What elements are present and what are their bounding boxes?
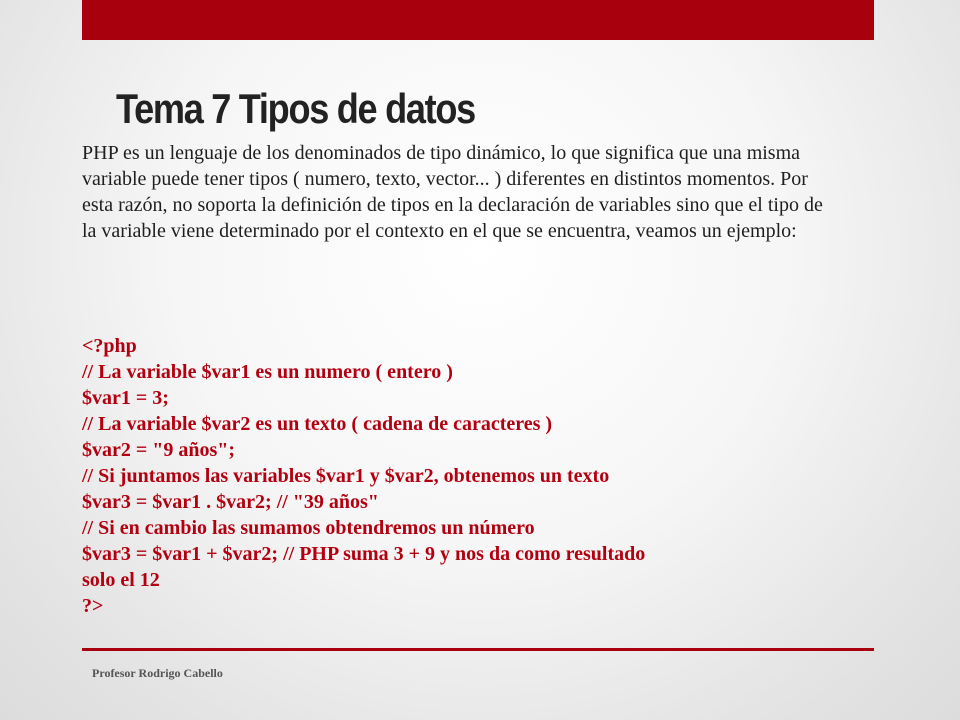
code-line: // Si juntamos las variables $var1 y $var2, obtenemos un texto: [82, 465, 610, 487]
code-line: // La variable $var1 es un numero ( entero ): [82, 361, 453, 383]
code-line: // Si en cambio las sumamos obtendremos un número: [82, 517, 535, 539]
code-line: ?>: [82, 595, 104, 617]
slide-title: Tema 7 Tipos de datos: [116, 85, 475, 132]
code-line: <?php: [82, 335, 137, 357]
footer-author: Profesor Rodrigo Cabello: [92, 666, 223, 680]
intro-paragraph: PHP es un lenguaje de los denominados de tipo dinámico, lo que significa que una misma variable puede tener tipos ( numero, texto, vector... ) diferentes en distintos momentos. Por esta razón, no soporta la definición de tipos en la declaración de variables sino que el tipo de la variable viene determinado por el contexto en el que se encuentra, veamos un ejemplo:: [82, 142, 823, 242]
code-line: solo el 12: [82, 569, 160, 591]
code-line: $var3 = $var1 . $var2; // "39 años": [82, 491, 379, 513]
code-line: $var1 = 3;: [82, 387, 169, 409]
code-example: [82, 333, 862, 619]
top-accent-bar: [82, 0, 874, 40]
code-line: $var2 = "9 años";: [82, 439, 236, 461]
code-line: $var3 = $var1 + $var2; // PHP suma 3 + 9 y nos da como resultado: [82, 543, 646, 565]
bottom-divider: [82, 648, 874, 651]
code-line: // La variable $var2 es un texto ( cadena de caracteres ): [82, 413, 553, 435]
